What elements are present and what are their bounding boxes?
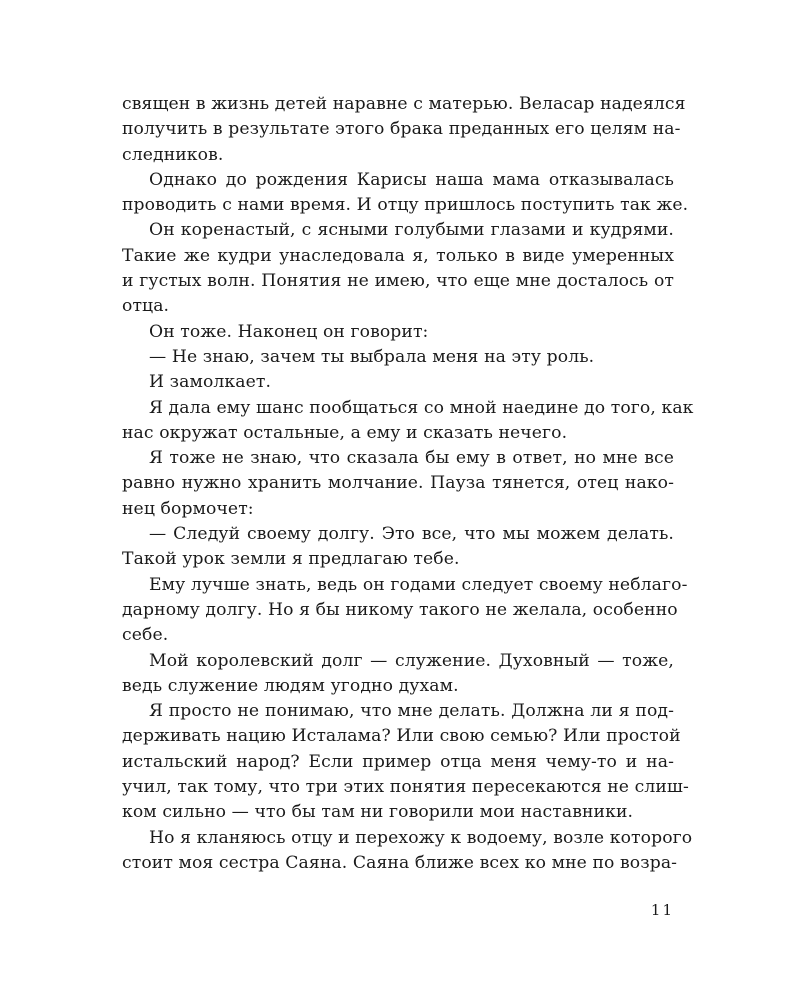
text-line: истальский народ? Если пример отца меня чему-то и на- bbox=[122, 751, 674, 772]
text-line: себе. bbox=[122, 625, 169, 646]
text-line: Такой урок земли я предлагаю тебе. bbox=[122, 549, 460, 570]
text-line: Я просто не понимаю, что мне делать. Должна ли я под- bbox=[149, 701, 674, 722]
text-line: Но я кланяюсь отцу и перехожу к водоему, возле которого bbox=[149, 827, 693, 848]
text-line: Мой королевский долг — служение. Духовный — тоже, bbox=[149, 650, 674, 671]
text-line: учил, так тому, что три этих понятия пересекаются не слиш- bbox=[122, 777, 689, 798]
text-line: равно нужно хранить молчание. Пауза тянется, отец нако- bbox=[122, 473, 674, 494]
page-number: 11 bbox=[650, 901, 674, 919]
text-line: ком сильно — что бы там ни говорили мои наставники. bbox=[122, 802, 634, 823]
text-line: отца. bbox=[122, 296, 170, 317]
text-line: дарному долгу. Но я бы никому такого не желала, особенно bbox=[122, 599, 678, 620]
text-line: Я тоже не знаю, что сказала бы ему в ответ, но мне все bbox=[149, 448, 674, 469]
text-line: Такие же кудри унаследовала я, только в виде умеренных bbox=[122, 245, 674, 266]
text-line: Ему лучше знать, ведь он годами следует своему неблаго- bbox=[149, 574, 688, 595]
page-body-text bbox=[122, 92, 694, 876]
text-line: нец бормочет: bbox=[122, 498, 254, 519]
text-line: Я дала ему шанс пообщаться со мной наедине до того, как bbox=[149, 397, 694, 418]
text-line: Однако до рождения Карисы наша мама отказывалась bbox=[149, 169, 674, 190]
text-line: держивать нацию Исталама? Или свою семью? Или простой bbox=[122, 726, 681, 747]
text-line: — Не знаю, зачем ты выбрала меня на эту роль. bbox=[149, 346, 595, 367]
text-line: нас окружат остальные, а ему и сказать нечего. bbox=[122, 422, 568, 443]
text-line: ведь служение людям угодно духам. bbox=[122, 675, 459, 696]
text-line: — Следуй своему долгу. Это все, что мы можем делать. bbox=[149, 524, 674, 545]
text-line: следников. bbox=[122, 144, 224, 165]
text-line: получить в результате этого брака преданных его целям на- bbox=[122, 119, 681, 140]
text-line: стоит моя сестра Саяна. Саяна ближе всех ко мне по возра- bbox=[122, 852, 678, 873]
text-line: Он коренастый, с ясными голубыми глазами и кудрями. bbox=[149, 220, 674, 241]
text-line: священ в жизнь детей наравне с матерью. Веласар надеялся bbox=[122, 94, 686, 114]
text-line: и густых волн. Понятия не имею, что еще мне досталось от bbox=[122, 271, 674, 292]
text-line: И замолкает. bbox=[149, 372, 272, 393]
text-line: проводить с нами время. И отцу пришлось поступить так же. bbox=[122, 195, 689, 216]
text-line: Он тоже. Наконец он говорит: bbox=[149, 321, 429, 342]
